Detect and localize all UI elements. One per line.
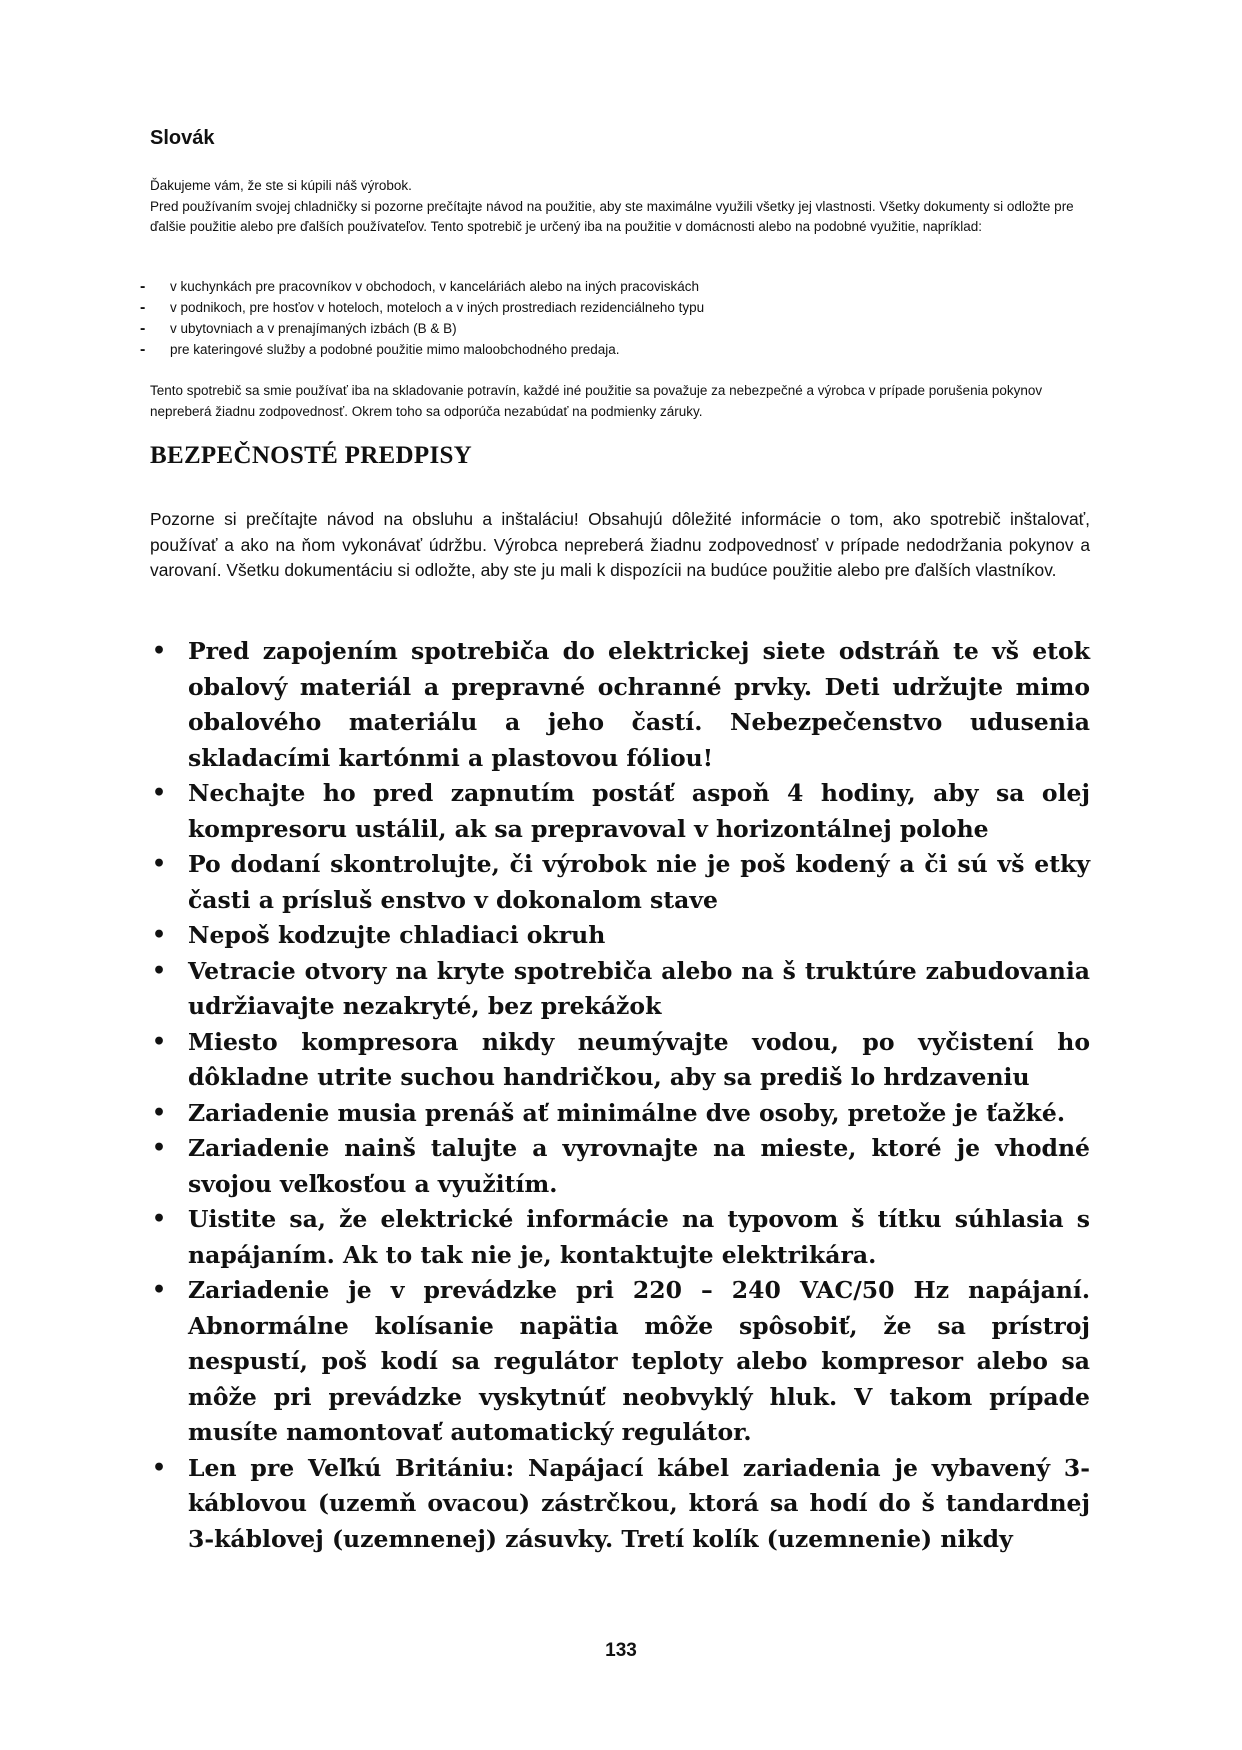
safety-rules-list xyxy=(150,634,1090,1557)
bullet-icon: • xyxy=(152,922,167,948)
safety-rule xyxy=(150,634,1090,776)
safety-rule xyxy=(150,1273,1090,1451)
bullet-icon: • xyxy=(152,957,167,984)
safety-rule xyxy=(150,847,1090,918)
safety-rule-text: Nechajte ho pred zapnutím postáť aspoň 4 hodiny, aby sa olej kompresoru ustálil, ak sa prepravoval v horizontálnej polohe xyxy=(188,779,1090,843)
safety-rule xyxy=(150,954,1090,1025)
safety-rule-text: Len pre Veľkú Britániu: Napájací kábel zariadenia je vybavený 3-káblovou (uzemň ovacou) zástrčkou, ktorá sa hodí do š tandardnej 3-káblovej (uzemnenej) zásuvky. Tretí kolík (uzemnenie) nikdy xyxy=(188,1453,1090,1553)
safety-rule xyxy=(150,1202,1090,1273)
usage-list xyxy=(138,276,1068,360)
safety-rule-text: Zariadenie musia prenáš ať minimálne dve osoby, pretože je ťažké. xyxy=(188,1098,1066,1127)
dash-bullet: - xyxy=(140,278,146,295)
intro-instructions: Pred používaním svojej chladničky si pozorne prečítajte návod na použitie, aby ste maximálne využili všetky jej vlastnosti. Všetky dokumenty si odložte pre ďalšie použitie alebo pre ďalších používateľov. Tento spotrebič je určený iba na použitie v domácnosti alebo na podobné využitie, napríklad: xyxy=(150,198,1074,234)
dash-bullet: - xyxy=(140,341,146,358)
safety-rule-text: Nepoš kodzujte chladiaci okruh xyxy=(188,921,606,949)
safety-warning xyxy=(150,507,1090,584)
usage-text: v podnikoch, pre hosťov v hoteloch, moteloch a v iných prostrediach rezidenciálneho typu xyxy=(170,300,705,315)
safety-rule-text: Po dodaní skontrolujte, či výrobok nie je poš kodený a či sú vš etky časti a prísluš enstvo v dokonalom stave xyxy=(188,850,1090,914)
bullet-icon: • xyxy=(152,1206,167,1232)
dash-bullet: - xyxy=(140,299,146,316)
bullet-icon: • xyxy=(152,638,167,664)
safety-rule xyxy=(150,1451,1090,1558)
bullet-icon: • xyxy=(152,1099,167,1126)
safety-rule-text: Pred zapojením spotrebiča do elektrickej siete odstráň te vš etok obalový materiál a prepravné ochranné prvky. Deti udržujte mimo obalového materiálu a jeho častí. Nebezpečenstvo udusenia skladacími kartónmi a plastovou fóliou! xyxy=(188,637,1090,772)
usage-list-item xyxy=(138,318,1068,339)
usage-list-item xyxy=(138,339,1068,360)
safety-rule-text: Zariadenie je v prevádzke pri 220 – 240 VAC/50 Hz napájaní. Abnormálne kolísanie napätia môže spôsobiť, že sa prístroj nespustí, poš kodí sa regulátor teploty alebo kompresor alebo sa môže pri prevádzke vyskytnúť neobvyklý hluk. V takom prípade musíte namontovať automatický regulátor. xyxy=(188,1276,1090,1446)
bullet-icon: • xyxy=(152,780,167,806)
page-number: 133 xyxy=(605,1640,637,1661)
usage-list-item xyxy=(138,297,1068,318)
safety-rule xyxy=(150,918,1090,954)
bullet-icon: • xyxy=(152,851,167,877)
safety-rule-text: Uistite sa, že elektrické informácie na typovom š títku súhlasia s napájaním. Ak to tak nie je, kontaktujte elektrikára. xyxy=(188,1205,1090,1269)
safety-rule xyxy=(150,1096,1090,1132)
safety-rule-text: Zariadenie nainš talujte a vyrovnajte na mieste, ktoré je vhodné svojou veľkosťou a využitím. xyxy=(188,1134,1090,1198)
safety-rule xyxy=(150,776,1090,847)
intro-thanks: Ďakujeme vám, že ste si kúpili náš výrobok. xyxy=(150,178,412,193)
usage-text: pre kateringové služby a podobné použitie mimo maloobchodného predaja. xyxy=(170,342,620,357)
safety-rule xyxy=(150,1131,1090,1202)
usage-note xyxy=(150,381,1090,422)
intro-text xyxy=(150,176,1080,238)
bullet-icon: • xyxy=(152,1135,167,1161)
safety-warning-text: Pozorne si prečítajte návod na obsluhu a inštaláciu! Obsahujú dôležité informácie o tom, ako spotrebič inštalovať, používať a ako na ňom vykonávať údržbu. Výrobca nepreberá žiadnu zodpovednosť v prípade nedodržania pokynov a varovaní. Všetku dokumentáciu si odložte, aby ste ju mali k dispozícii na budúce použitie alebo pre ďalších vlastníkov. xyxy=(150,509,1090,580)
dash-bullet: - xyxy=(140,320,146,337)
usage-list-item xyxy=(138,276,1068,297)
safety-heading: BEZPEČNOSTÉ PREDPISY xyxy=(150,442,473,469)
safety-rule xyxy=(150,1025,1090,1096)
safety-rule-text: Miesto kompresora nikdy neumývajte vodou, po vyčistení ho dôkladne utrite suchou handričkou, aby sa prediš lo hrdzaveniu xyxy=(188,1027,1090,1091)
usage-note-text: Tento spotrebič sa smie používať iba na skladovanie potravín, každé iné použitie sa považuje za nebezpečné a výrobca v prípade porušenia pokynov nepreberá žiadnu zodpovednosť. Okrem toho sa odporúča nezabúdať na podmienky záruky. xyxy=(150,383,1043,419)
bullet-icon: • xyxy=(152,1028,167,1055)
language-heading: Slovák xyxy=(150,127,215,149)
bullet-icon: • xyxy=(152,1277,167,1303)
safety-rule-text: Vetracie otvory na kryte spotrebiča alebo na š truktúre zabudovania udržiavajte nezakryté, bez prekážok xyxy=(188,956,1090,1020)
bullet-icon: • xyxy=(152,1454,167,1481)
usage-text: v ubytovniach a v prenajímaných izbách (B & B) xyxy=(170,321,457,336)
usage-text: v kuchynkách pre pracovníkov v obchodoch, v kanceláriách alebo na iných pracoviskách xyxy=(170,279,700,294)
